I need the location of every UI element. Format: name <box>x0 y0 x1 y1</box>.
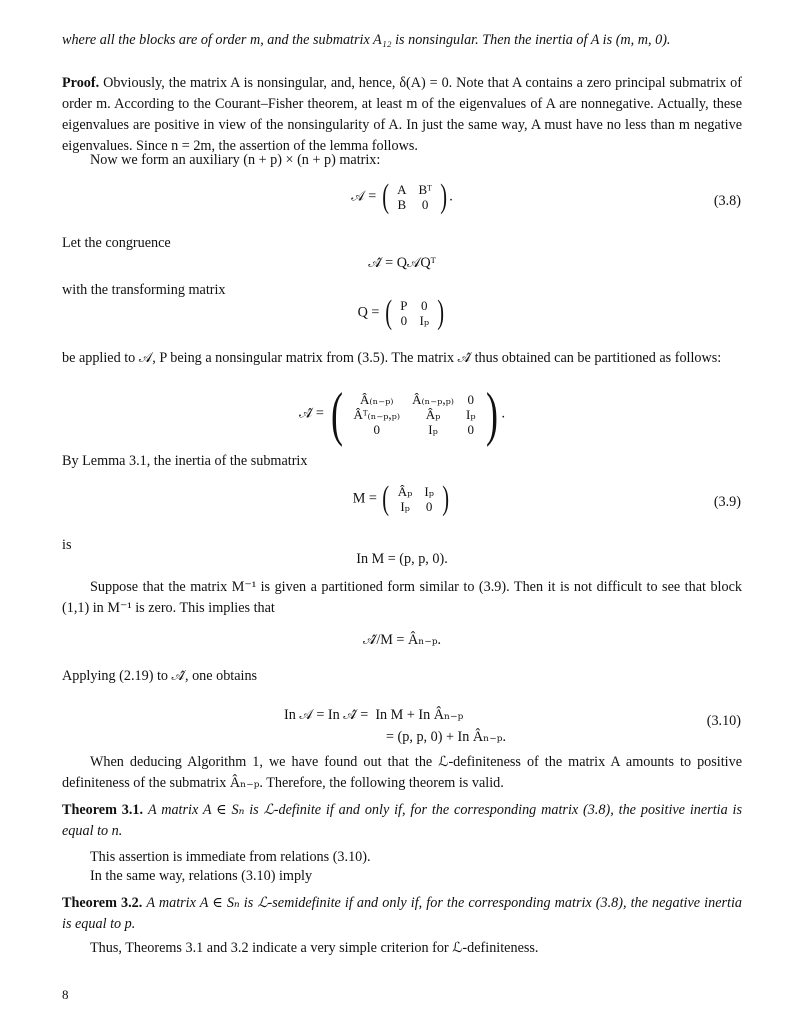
suppose-paragraph: Suppose that the matrix M⁻¹ is given a partitioned form similar to (3.9). Then it is not difficult to see that block (1,1) in M⁻¹ is zero. This implies that <box>62 579 742 616</box>
proof-paragraph <box>62 73 742 157</box>
proof-body: Obviously, the matrix A is nonsingular, and, hence, δ(A) = 0. Note that A contains a zero principal submatrix of order m. According to the Courant–Fisher theorem, at least m of the eigenvalues of A are nonnegative. Actually, these eigenvalues are positive in view of the nonsingularity of A. In just the same way, A must have no less than m negative eigenvalues. Since n = 2m, the assertion of the lemma follows. <box>62 75 743 154</box>
eq38-matrix <box>391 182 438 212</box>
matrix-cell: Â₍ₙ₋ₚ,ₚ₎ <box>412 391 454 407</box>
matrix-cell: 0 <box>373 421 381 437</box>
eq38-lhs: 𝒜 = <box>351 188 377 205</box>
part-tail: . <box>501 405 506 422</box>
matrix-cell: Âᵀ₍ₙ₋ₚ,ₚ₎ <box>353 406 401 422</box>
deducing-paragraph: When deducing Algorithm 1, we have found out that the ℒ-definiteness of the matrix A amounts to positive definiteness of the submatrix Âₙ₋ₚ. Therefore, the following theorem is valid. <box>62 754 742 791</box>
matrix-cell: Iₚ <box>424 484 434 499</box>
applied-text: be applied to 𝒜, P being a nonsingular matrix from (3.5). The matrix 𝒜̂ thus obtained can be partitioned as follows: <box>62 350 722 366</box>
equation-congruence: 𝒜̂ = Q𝒜Qᵀ <box>368 255 436 271</box>
matrix-cell: Iₚ <box>400 499 410 514</box>
equation-3-10 <box>284 704 506 748</box>
aux-text: Now we form an auxiliary (n + p) × (n + p) matrix: <box>90 152 381 168</box>
assertion-text: This assertion is immediate from relations (3.10). <box>90 849 371 865</box>
equation-partition: 𝒜̂ = ( Â₍ₙ₋ₚ₎ Â₍ₙ₋ₚ,ₚ₎ 0 Âᵀ₍ₙ₋ₚ,ₚ₎ Âₚ Iₚ 0 Iₚ 0 ) . <box>298 381 506 447</box>
matrix-cell: 0 <box>467 391 475 407</box>
eq-number-3-8: (3.8) <box>713 193 741 209</box>
matrix-cell: Âₚ <box>425 406 441 422</box>
matrix-cell: 0 <box>421 197 429 212</box>
matrix-cell: Iₚ <box>466 406 476 422</box>
matrix-cell: Iₚ <box>428 421 438 437</box>
thus-text: Thus, Theorems 3.1 and 3.2 indicate a very simple criterion for ℒ-definiteness. <box>90 940 539 956</box>
lemma-text: By Lemma 3.1, the inertia of the submatrix <box>62 453 308 469</box>
equation-inertia-M: In M = (p, p, 0). <box>356 551 448 567</box>
Q-matrix <box>394 298 435 328</box>
part-lhs: 𝒜̂ = <box>298 405 324 422</box>
theorem-3-2 <box>62 893 742 935</box>
applying-text: Applying (2.19) to 𝒜̂, one obtains <box>62 668 258 684</box>
matrix-cell: Iₚ <box>419 313 430 328</box>
eq39-lhs: M = <box>352 490 377 507</box>
page-number: 8 <box>62 987 69 1002</box>
equation-schur: 𝒜̂/M = Âₙ₋ₚ. <box>362 632 442 648</box>
equation-3-9: M = ( Âₚ Iₚ Iₚ 0 ) <box>352 480 449 517</box>
theorem-3-1-body: A matrix A ∈ Sₙ is ℒ-definite if and only if, for the corresponding matrix (3.8), the positive inertia is equal to n. <box>62 802 743 839</box>
eq-number-3-10: (3.10) <box>706 713 741 729</box>
equation-Q: Q = ( P 0 0 Iₚ ) <box>357 294 445 331</box>
theorem-3-2-label: Theorem 3.2. <box>62 895 143 911</box>
transform-text: with the transforming matrix <box>62 282 226 298</box>
eq38-tail: . <box>449 188 453 205</box>
matrix-cell: 0 <box>467 421 475 437</box>
theorem-3-1 <box>62 800 742 842</box>
matrix-cell: Bᵀ <box>418 182 432 197</box>
matrix-cell: A <box>397 182 407 197</box>
matrix-cell: 0 <box>400 313 408 328</box>
continued-lemma-text: where all the blocks are of order m, and the submatrix A₁₂ is nonsingular. Then the inertia of A is (m, m, 0). <box>62 32 671 48</box>
eqQ-lhs: Q = <box>357 304 380 321</box>
proof-label: Proof. <box>62 75 100 91</box>
eq310-left: In 𝒜 = In 𝒜̂ = <box>284 707 369 723</box>
theorem-3-2-body: A matrix A ∈ Sₙ is ℒ-semidefinite if and only if, for the corresponding matrix (3.8), the negative inertia is equal to p. <box>62 895 743 932</box>
eq310-right1: In M + In Âₙ₋ₚ <box>375 707 464 723</box>
is-text: is <box>62 537 72 553</box>
theorem-3-1-label: Theorem 3.1. <box>62 802 144 818</box>
partition-matrix <box>347 392 481 437</box>
matrix-cell: 0 <box>425 499 433 514</box>
equation-3-8: 𝒜 = ( A Bᵀ B 0 ) . <box>351 178 453 215</box>
M-matrix <box>392 484 440 514</box>
matrix-cell: B <box>397 197 407 212</box>
eq-number-3-9: (3.9) <box>713 494 741 510</box>
congruence-text: Let the congruence <box>62 235 171 251</box>
eq310-right2: = (p, p, 0) + In Âₙ₋ₚ. <box>386 729 507 745</box>
matrix-cell: Â₍ₙ₋ₚ₎ <box>360 391 394 407</box>
matrix-cell: Âₚ <box>397 484 413 499</box>
matrix-cell: 0 <box>421 298 428 313</box>
same-way-text: In the same way, relations (3.10) imply <box>90 868 313 884</box>
matrix-cell: P <box>400 298 408 313</box>
